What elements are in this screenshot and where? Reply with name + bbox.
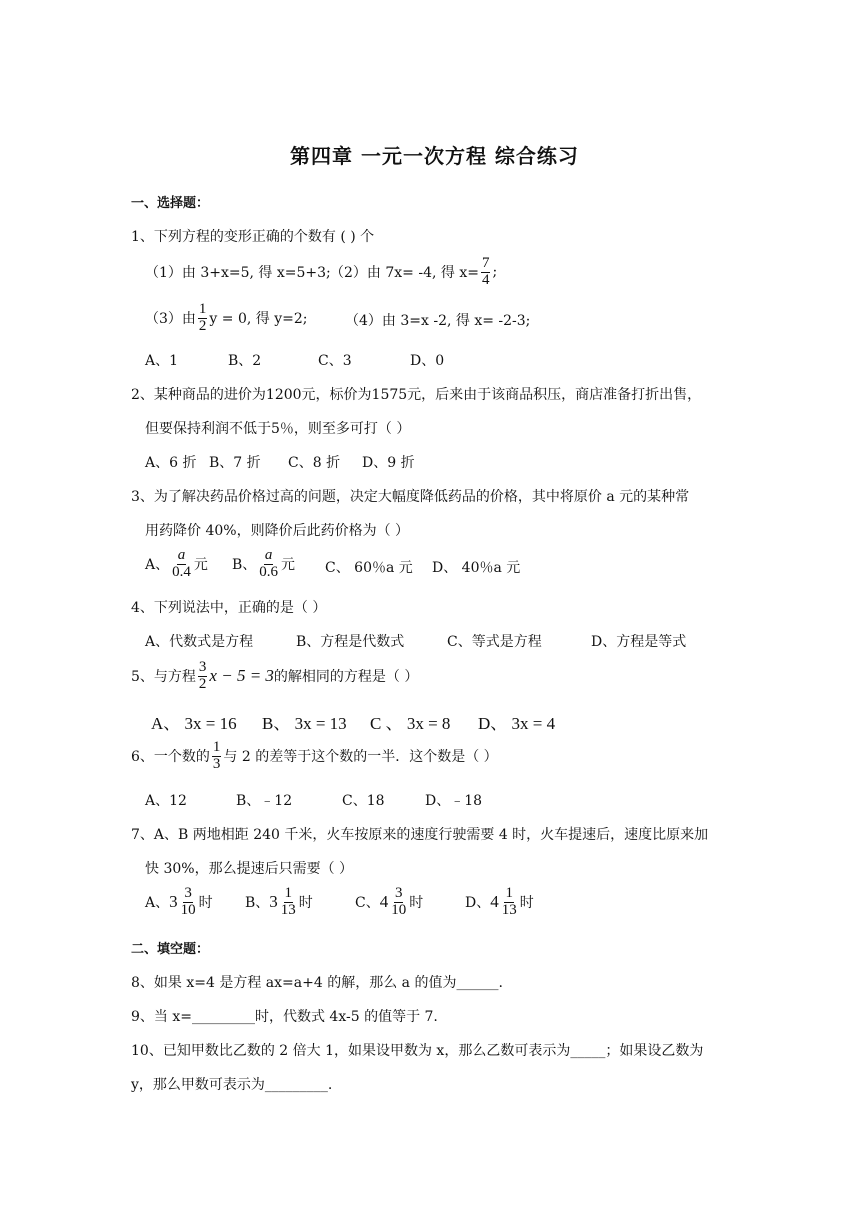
question-4-option-b: B、方程是代数式	[296, 634, 405, 650]
question-2-option-b: B、7 折	[209, 455, 261, 471]
fraction-numerator: 7	[481, 255, 490, 271]
question-4-option-a: A、代数式是方程	[145, 634, 254, 650]
option-label: B、	[245, 895, 270, 912]
option-unit: 时	[198, 895, 213, 912]
mixed-fraction	[390, 886, 407, 919]
question-3-option-a	[145, 548, 208, 581]
fraction-one-half	[198, 302, 208, 335]
fraction-numerator: 1	[212, 739, 221, 755]
question-5-suffix: 的解相同的方程是（ ）	[273, 669, 419, 686]
option-b-unit: 元	[281, 557, 296, 574]
question-2-option-d: D、9 折	[362, 455, 415, 471]
question-5-equation: x − 5 = 3	[209, 666, 274, 686]
statement-3-text: （3）由	[145, 311, 196, 328]
question-1-statement-3	[145, 302, 307, 335]
fraction-numerator: a	[177, 547, 186, 563]
question-1-option-a: A、1	[145, 353, 179, 369]
fraction-denominator: 0.6	[259, 563, 279, 580]
mixed-whole: 4	[490, 892, 499, 912]
mixed-whole: 3	[169, 892, 178, 912]
fraction-numerator: 1	[284, 885, 293, 901]
fraction-numerator: 1	[198, 301, 207, 317]
question-5-prefix: 5、与方程	[131, 669, 196, 686]
mixed-fraction	[180, 886, 197, 919]
question-3-line-1: 3、为了解决药品价格过高的问题，决定大幅度降低药品的价格，其中将原价 a 元的某种常	[131, 489, 690, 505]
question-10-line-1: 10、已知甲数比乙数的 2 倍大 1，如果设甲数为 x，那么乙数可表示为_____；如果设乙数为	[131, 1043, 704, 1059]
option-label: D、	[465, 895, 491, 912]
option-label: A、	[145, 895, 170, 912]
option-a-label: A、	[145, 557, 170, 574]
question-2-line-1: 2、某种商品的进价为1200元，标价为1575元，后来由于该商品积压，商店准备打折出售，	[131, 387, 702, 403]
fraction-denominator: 2	[198, 317, 207, 334]
question-4-option-d: D、方程是等式	[591, 634, 687, 650]
fraction-denominator: 3	[212, 755, 221, 772]
question-7-option-a	[145, 886, 213, 919]
option-label: C、	[355, 895, 380, 912]
option-unit: 时	[409, 895, 424, 912]
question-7-option-d	[465, 886, 534, 919]
question-3-option-d: D、 40％a 元	[432, 560, 521, 576]
question-10-line-2: y，那么甲数可表示为_________.	[131, 1077, 333, 1093]
question-5-option-d: D、 3x = 4	[478, 714, 556, 733]
question-4-option-c: C、等式是方程	[447, 634, 542, 650]
option-unit: 时	[298, 895, 313, 912]
mixed-whole: 4	[379, 892, 389, 912]
statement-3-rest: y = 0, 得 y=2;	[209, 311, 308, 328]
question-2-line-2: 但要保持利润不低于5％，则至多可打（ ）	[145, 421, 411, 437]
fraction-one-third	[212, 740, 222, 773]
question-9: 9、当 x=_________时，代数式 4x-5 的值等于 7.	[131, 1009, 438, 1025]
mixed-fraction	[280, 886, 297, 919]
question-1-option-d: D、0	[410, 353, 445, 369]
mixed-whole: 3	[269, 892, 278, 912]
question-1-option-c: C、3	[318, 353, 352, 369]
option-a-unit: 元	[193, 557, 208, 574]
section-heading-fill-in: 二、填空题：	[131, 942, 210, 957]
section-heading-choice: 一、选择题：	[131, 196, 210, 211]
option-unit: 时	[519, 895, 534, 912]
question-3-line-2: 用药降价 40%，则降价后此药价格为（ ）	[145, 523, 410, 539]
question-1-stem: 1、下列方程的变形正确的个数有 ( ) 个	[131, 229, 375, 245]
fraction-numerator: 3	[394, 885, 403, 901]
question-4-stem: 4、下列说法中，正确的是（ ）	[131, 600, 327, 616]
question-7-line-2: 快 30%，那么提速后只需要（ ）	[145, 861, 354, 877]
fraction-denominator: 2	[198, 675, 207, 692]
fraction-a-over-0.4	[171, 548, 192, 581]
question-6-prefix: 6、一个数的	[131, 749, 210, 766]
option-b-label: B、	[232, 557, 257, 574]
statement-2-end: ;	[492, 264, 498, 281]
question-5-stem	[131, 660, 418, 693]
fraction-numerator: 1	[505, 885, 513, 901]
fraction-seven-fourths	[481, 256, 491, 289]
question-6-option-a: A、12	[145, 793, 187, 809]
fraction-denominator: 4	[481, 271, 490, 288]
page-title: 第四章 一元一次方程 综合练习	[290, 144, 579, 168]
question-2-option-a: A、6 折	[145, 455, 197, 471]
question-5-option-a: A、 3x = 16	[151, 714, 237, 733]
question-7-option-c	[355, 886, 423, 919]
fraction-numerator: 3	[184, 885, 192, 901]
question-8: 8、如果 x=4 是方程 ax=a+4 的解，那么 a 的值为______.	[131, 975, 503, 991]
question-7-option-b	[245, 886, 313, 919]
question-1-statement-2	[330, 256, 497, 289]
question-6-suffix: 与 2 的差等于这个数的一半．这个数是（ ）	[223, 749, 498, 766]
question-2-option-c: C、8 折	[288, 455, 341, 471]
fraction-denominator: 13	[501, 901, 517, 918]
fraction-denominator: 10	[180, 901, 196, 918]
question-3-option-c: C、 60％a 元	[325, 560, 413, 576]
question-6-option-d: D、﹣18	[425, 793, 483, 809]
question-7-line-1: 7、A、B 两地相距 240 千米，火车按原来的速度行驶需要 4 时，火车提速后，速度比原来加	[131, 827, 709, 843]
fraction-denominator: 13	[280, 901, 296, 918]
statement-2-text: （2）由 7x= -4, 得 x=	[330, 265, 479, 282]
fraction-denominator: 0.4	[172, 563, 191, 580]
question-1-statement-1: （1）由 3+x=5, 得 x=5+3;	[145, 265, 331, 281]
mixed-fraction	[501, 886, 518, 919]
question-6-option-b: B、﹣12	[236, 793, 293, 809]
question-1-option-b: B、2	[228, 353, 262, 369]
question-5-option-c: C 、 3x = 8	[370, 714, 451, 733]
fraction-a-over-0.6	[258, 548, 279, 581]
fraction-numerator: 3	[198, 659, 207, 675]
question-6-option-c: C、18	[342, 793, 385, 809]
question-6-stem	[131, 740, 498, 773]
fraction-denominator: 10	[391, 901, 407, 918]
question-1-statement-4: （4）由 3=x -2, 得 x= -2-3;	[345, 313, 531, 329]
fraction-three-halves	[198, 660, 208, 693]
question-3-option-b	[232, 548, 295, 581]
question-5-option-b: B、 3x = 13	[262, 714, 347, 733]
fraction-numerator: a	[264, 547, 273, 563]
